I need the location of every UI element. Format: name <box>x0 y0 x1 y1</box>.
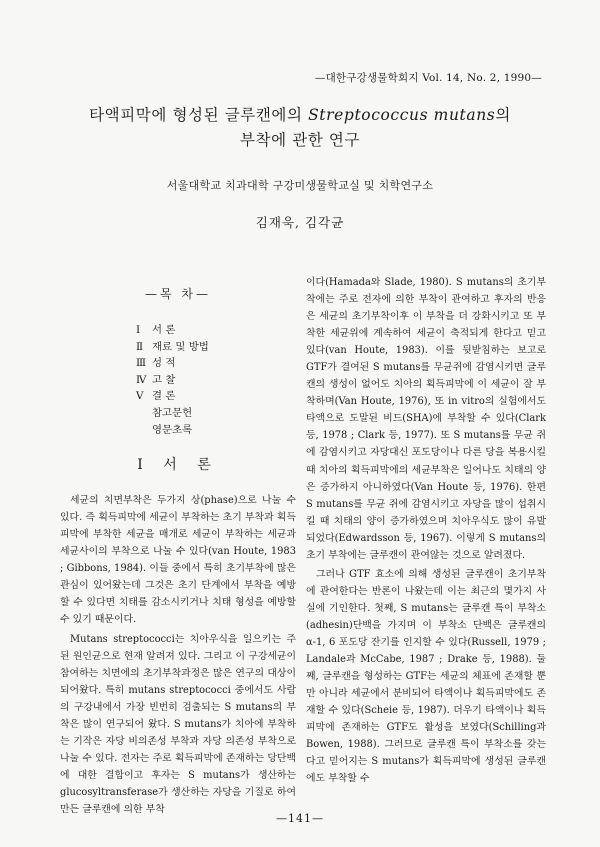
toc-title: —목 차— <box>145 287 211 301</box>
toc-item-number: Ⅴ <box>136 390 144 403</box>
table-of-contents <box>136 322 296 438</box>
affiliation: 서울대학교 치과대학 구강미생물학교실 및 치학연구소 <box>166 179 434 192</box>
toc-item <box>136 372 296 389</box>
toc-item <box>136 339 296 356</box>
toc-item-label: 고 찰 <box>152 373 176 386</box>
right-body-text <box>306 274 546 787</box>
toc-item-label: 서 론 <box>152 324 176 336</box>
left-body-text <box>60 492 296 818</box>
paragraph: 세균의 치면부착은 두가지 상(phase)으로 나눌 수 있다. 즉 획득피막에 세균이 부착하는 초기 부착과 획득피막에 부착한 세균을 매개로 세균이 부착하는 세균과 세균사이의 부착으로 나눌 수 있다(van Houte, 1983 ; Gibbons, 1984). 이들 중에서 특히 초기부착에 많은 관심이 있어왔는데 그것은 초기 단계에서 부착을 예방할 수 있다면 치태를 감소시키거나 치태 형성을 예방할 수 있기 때문이다. <box>60 495 296 626</box>
toc-item-label: 결 론 <box>152 390 176 403</box>
toc-item <box>136 322 296 339</box>
toc-item <box>136 355 296 372</box>
paragraph: 이다(Hamada와 Slade, 1980). S mutans의 초기부착에는 주로 전자에 의한 부착이 관여하고 후자의 반응은 세균의 초기부착이후 이 부착을 더 강화시키고 또 부착한 세균위에 계속하여 세균이 축적되게 한다고 믿고 있다(van Houte, 1983). 이를 뒷받침하는 보고로 GTF가 결여된 S mutans를 무균쥐에 감염시키면 글루캔의 생성이 없어도 치아의 획득피막에 이 세균이 잘 부착하며(Van Houte, 1976), 또 in vitro의 실험에서도 타액으로 도말된 비드(SHA)에 부착할 수 있다(Clark 등, 1978 ; Clark 등, 1977). 또 S mutans를 무균 쥐에 감염시키고 자당대신 포도당이나 다른 당을 복용시킬 때 치아의 획득피막에의 세균부착은 일어나도 치태의 양은 증가하지 아니하였다(Van Houte 등, 1976). 한편 S mutans를 무균 쥐에 감염시키고 자당을 많이 섭취시킬 때 치태의 양이 증가하였으며 치아우식도 많이 유발되었다(Edwardsson 등, 1967). 이렇게 S mutans의 초기 부착에는 글루캔이 관여않는 것으로 알려졌다. <box>306 277 546 561</box>
authors: 김재욱, 김각균 <box>255 215 345 230</box>
left-column <box>60 285 296 818</box>
section-heading-introduction: Ⅰ 서 론 <box>137 457 219 474</box>
toc-item-label: 재료 및 방법 <box>152 340 209 353</box>
toc-item-number: Ⅲ <box>136 357 147 370</box>
right-column <box>306 274 546 787</box>
page-number: —141— <box>276 812 324 825</box>
toc-item-number: Ⅰ <box>136 324 141 336</box>
paper-title-line1: 타액피막에 형성된 글루캔에의 Streptococcus mutans의 <box>89 106 511 124</box>
paper-title-line2: 부착에 관한 연구 <box>239 131 361 149</box>
toc-item <box>136 422 296 439</box>
toc-item <box>136 388 296 405</box>
toc-item-label: 참고문헌 <box>152 406 193 419</box>
toc-item-number: Ⅳ <box>136 373 147 386</box>
paragraph: Mutans streptococci는 치아우식을 일으키는 주된 원인균으로 현재 알려져 있다. 그리고 이 구강세균이 참여하는 치면에의 초기부착과정은 많은 연구의 대상이 되어왔다. 특히 mutans streptococci 중에서도 사람의 구강내에서 가장 빈번히 검출되는 S mutans의 부착은 많이 연구되어 왔다. S mutans가 치아에 부착하는 기작은 자당 비의존성 부착과 자당 의존성 부착으로 나눌 수 있다. 전자는 주로 획득피막에 존재하는 당단백에 대한 결합이고 후자는 S mutans가 생산하는 glucosyltransferase가 생산하는 자당을 기질로 하여 만든 글루캔에 의한 부착 <box>60 633 296 815</box>
toc-item-label: 영문초록 <box>152 423 193 436</box>
toc-item-number: Ⅱ <box>136 340 144 353</box>
toc-item-label: 성 적 <box>152 357 176 370</box>
paragraph: 그러나 GTF 효소에 의해 생성된 글루캔이 초기부착에 관여한다는 반론이 나왔는데 이는 최근의 몇가지 사실에 기인한다. 첫째, S mutans는 글루캔 특이 부착소(adhesin)단백을 가지며 이 부착소 단백은 글루캔의 α-1, 6 포도당 잔기를 인지할 수 있다(Russell, 1979 ; Landale과 McCabe, 1987 ; Drake 등, 1988). 둘째, 글루캔을 형성하는 GTF는 세균의 체표에 존재할 뿐만 아니라 세균에서 분비되어 타액이나 획득피막에도 존재할 수 있다(Scheie 등, 1987). 더우기 타액이나 획득피막에 존재하는 GTF도 활성을 보였다(Schilling과 Bowen, 1988). 그러므로 글루캔 특이 부착소를 갖는다고 믿어지는 S mutans가 획득피막에 생성된 글루캔에도 부착할 수 <box>306 568 546 785</box>
journal-header: —대한구강생물학회지 Vol. 14, No. 2, 1990— <box>314 72 542 84</box>
toc-item <box>136 405 296 422</box>
